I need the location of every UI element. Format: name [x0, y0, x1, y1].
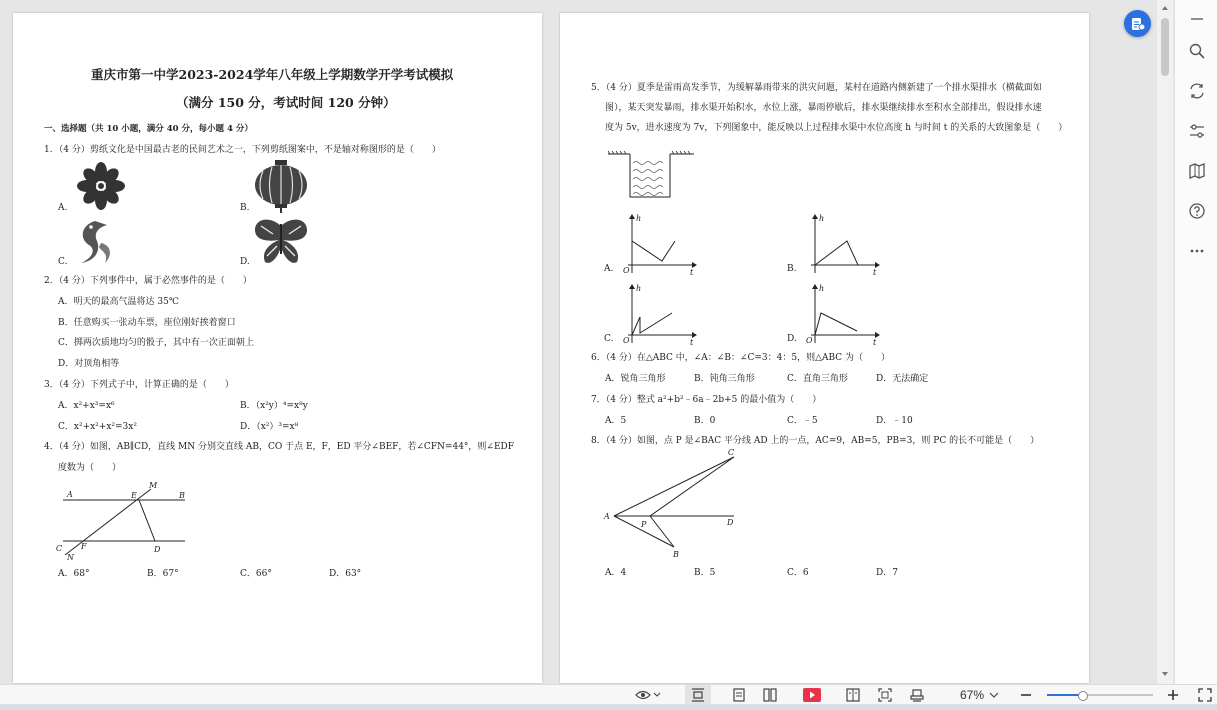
book-icon	[845, 687, 861, 703]
q8-angle-bisector-figure	[600, 449, 750, 565]
slideshow-button[interactable]	[801, 685, 823, 705]
q4-label-b: B	[179, 491, 185, 500]
q5d-t-label: t	[873, 338, 877, 347]
single-page-button[interactable]	[727, 685, 751, 705]
q1-option-d: D.	[240, 257, 250, 267]
q5d-origin-label: O	[806, 336, 813, 345]
q1-option-a: A.	[58, 203, 68, 213]
q4-label-d: D	[154, 545, 161, 554]
search-button[interactable]	[1187, 41, 1207, 61]
q4-label-a: A	[67, 490, 73, 499]
fit-height-icon	[690, 687, 706, 703]
translate-icon	[1188, 82, 1206, 100]
q7-option-b: B．0	[694, 416, 716, 426]
q5c-origin-label: O	[623, 336, 630, 345]
q4-label-f: F	[81, 542, 87, 551]
q5-graph-d	[803, 283, 883, 347]
map-button[interactable]	[1187, 161, 1207, 181]
q4-stem-cont: 度数为（ ）	[58, 463, 122, 473]
q3-stem: 3．（4 分）下列式子中，计算正确的是（ ）	[44, 380, 234, 390]
q5-line2: 图），某天突发暴雨，排水渠开始积水，水位上涨，暴雨停歇后，排水渠继续排水至积水全部排出，假设排水速	[605, 103, 1042, 113]
search-icon	[1188, 42, 1206, 60]
zoom-slider[interactable]	[1046, 685, 1154, 705]
q1-flower-papercut	[71, 161, 131, 211]
fit-height-button[interactable]	[685, 685, 711, 705]
fit-page-icon	[877, 687, 893, 703]
scroll-up-icon[interactable]	[1157, 2, 1173, 14]
q1-option-c: C.	[58, 257, 68, 267]
q5-channel-cross-section	[608, 149, 698, 201]
vertical-scrollbar[interactable]	[1157, 0, 1173, 684]
q4-label-n: N	[67, 553, 74, 562]
q3-option-c: C．x²+x²+x²=3x²	[58, 422, 137, 432]
q8-option-d: D．7	[876, 568, 898, 578]
q1-fish-papercut	[71, 217, 117, 267]
q1-lantern-papercut	[253, 159, 309, 213]
q5-graph-b	[803, 213, 883, 277]
q7-option-c: C．﹣5	[787, 416, 818, 426]
translate-button[interactable]	[1187, 81, 1207, 101]
q5-option-d: D.	[787, 334, 797, 344]
q6-stem: 6．（4 分）在△ABC 中，∠A：∠B：∠C=3：4：5，则△ABC 为（ ）	[591, 353, 891, 363]
taskbar-strip	[0, 704, 1217, 710]
q5-option-b: B.	[787, 264, 797, 274]
zoom-in-icon	[1166, 688, 1180, 702]
settings-button[interactable]	[1187, 121, 1207, 141]
section-heading: 一、选择题（共 10 小题，满分 40 分，每小题 4 分）	[44, 124, 253, 134]
q4-label-m: M	[149, 481, 158, 490]
q6-option-b: B．钝角三角形	[694, 374, 755, 384]
right-toolbar	[1174, 0, 1217, 684]
ai-assistant-button[interactable]	[1124, 10, 1151, 37]
q1-butterfly-papercut	[253, 216, 309, 266]
q5-graph-c	[620, 283, 700, 347]
q2-stem: 2．（4 分）下列事件中，属于必然事件的是（ ）	[44, 276, 252, 286]
fullscreen-button[interactable]	[1195, 685, 1215, 705]
q5-option-c: C.	[604, 334, 614, 344]
scroll-down-icon[interactable]	[1157, 668, 1173, 680]
view-mode-button[interactable]	[633, 685, 663, 705]
map-icon	[1188, 162, 1206, 180]
q7-option-a: A．5	[605, 416, 627, 426]
q1-option-b: B.	[240, 203, 250, 213]
q5-option-a: A.	[604, 264, 614, 274]
q2-option-a: A．明天的最高气温将达 35℃	[58, 297, 179, 307]
stamp-button[interactable]	[906, 685, 928, 705]
help-icon	[1188, 202, 1206, 220]
q6-option-a: A．锐角三角形	[605, 374, 666, 384]
bottom-status-bar	[0, 684, 1217, 705]
chevron-down-icon	[988, 690, 1000, 700]
q5b-h-label: h	[819, 214, 825, 223]
q5c-h-label: h	[636, 284, 642, 293]
q5a-origin-label: O	[623, 266, 630, 275]
two-page-button[interactable]	[758, 685, 782, 705]
zoom-slider-fill	[1047, 694, 1082, 696]
q6-option-c: C．直角三角形	[787, 374, 848, 384]
q2-option-c: C．掷两次质地均匀的骰子，其中有一次正面朝上	[58, 338, 254, 348]
q8-label-b: B	[673, 550, 679, 559]
q3-option-d: D．（x²）³=x⁸	[240, 422, 299, 432]
document-ai-icon	[1130, 16, 1146, 32]
q8-option-a: A．4	[605, 568, 627, 578]
q8-label-p: P	[641, 520, 647, 529]
q1-stem: 1．（4 分）剪纸文化是中国最古老的民间艺术之一，下列剪纸图案中，不是轴对称图形的是（ ）	[44, 145, 441, 155]
zoom-slider-track	[1047, 694, 1153, 696]
q4-option-d: D．63°	[329, 569, 362, 579]
q8-stem: 8．（4 分）如图，点 P 是∠BAC 平分线 AD 上的一点，AC=9，AB=5，PB=3，则 PC 的长不可能是（ ）	[591, 436, 1040, 446]
q2-option-b: B．任意购买一张动车票，座位刚好挨着窗口	[58, 318, 236, 328]
q4-option-b: B．67°	[147, 569, 179, 579]
more-icon	[1188, 242, 1206, 260]
q4-label-c: C	[56, 544, 63, 553]
q8-label-a: A	[604, 512, 610, 521]
q8-option-c: C．6	[787, 568, 809, 578]
q5-line1: 5．（4 分）夏季是雷雨高发季节，为缓解暴雨带来的洪灾问题，某村在道路内侧新建了一个排水渠排水（横截面如	[591, 83, 1042, 93]
book-view-button[interactable]	[842, 685, 864, 705]
exam-title: 重庆市第一中学2023-2024学年八年级上学期数学开学考试模拟	[91, 67, 454, 82]
q5a-t-label: t	[690, 268, 694, 277]
fit-page-button[interactable]	[874, 685, 896, 705]
zoom-out-icon	[1019, 688, 1033, 702]
q5a-h-label: h	[636, 214, 642, 223]
zoom-slider-handle[interactable]	[1078, 691, 1088, 701]
q3-option-a: A．x²+x³=x⁶	[58, 401, 115, 411]
q7-option-d: D．﹣10	[876, 416, 913, 426]
more-button[interactable]	[1187, 241, 1207, 261]
eye-icon	[635, 688, 661, 702]
stamp-icon	[909, 687, 925, 703]
q4-option-c: C．66°	[240, 569, 272, 579]
scrollbar-thumb[interactable]	[1161, 18, 1169, 76]
q7-stem: 7．（4 分）整式 a²+b²﹣6a﹣2b+5 的最小值为（ ）	[591, 395, 822, 405]
document-page-2	[560, 13, 1089, 683]
zoom-in-button[interactable]	[1163, 685, 1183, 705]
q4-parallel-lines-figure	[53, 477, 203, 563]
settings-icon	[1188, 122, 1206, 140]
minimize-button[interactable]	[1187, 9, 1207, 29]
zoom-out-button[interactable]	[1016, 685, 1036, 705]
two-page-icon	[762, 687, 778, 703]
q5c-t-label: t	[690, 338, 694, 347]
play-icon	[802, 687, 822, 703]
q8-label-d: D	[727, 518, 734, 527]
single-page-icon	[731, 687, 747, 703]
q5d-h-label: h	[819, 284, 825, 293]
zoom-level-select[interactable]	[952, 685, 1008, 705]
document-page-1	[13, 13, 542, 683]
q4-label-e: E	[131, 491, 137, 500]
help-button[interactable]	[1187, 201, 1207, 221]
q5b-t-label: t	[873, 268, 877, 277]
q6-option-d: D．无法确定	[876, 374, 929, 384]
q4-option-a: A．68°	[58, 569, 90, 579]
fullscreen-icon	[1198, 688, 1212, 702]
minimize-icon	[1189, 11, 1205, 27]
q4-stem: 4．（4 分）如图，AB∥CD，直线 MN 分别交直线 AB，CO 于点 E，F，ED 平分∠BEF，若∠CFN=44°，则∠EDF	[44, 442, 515, 452]
q5-line3: 度为 5v，进水速度为 7v，下列图象中，能反映以上过程排水渠中水位高度 h 与时间 t 的关系的大致图象是（ ）	[605, 123, 1068, 133]
q8-option-b: B．5	[694, 568, 716, 578]
q2-option-d: D．对顶角相等	[58, 359, 120, 369]
exam-subtitle: （满分 150 分，考试时间 120 分钟）	[176, 95, 396, 110]
q3-option-b: B．（x²y）⁴=x⁸y	[240, 401, 308, 411]
q8-label-c: C	[728, 449, 735, 457]
q5-graph-a	[620, 213, 700, 277]
zoom-level-value: 67%	[959, 688, 985, 702]
